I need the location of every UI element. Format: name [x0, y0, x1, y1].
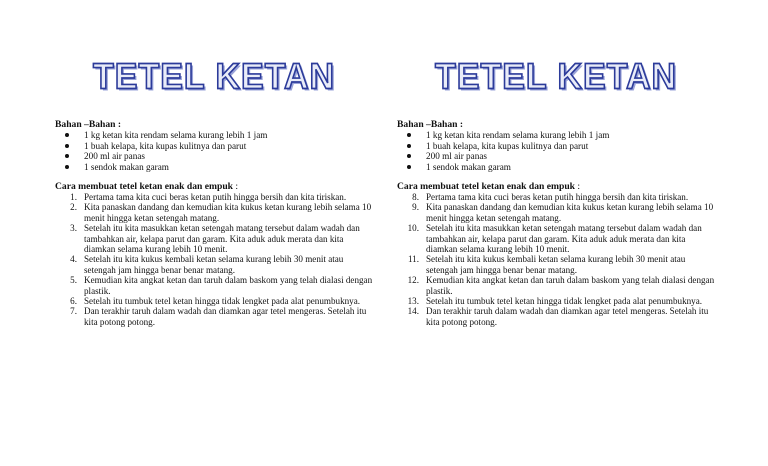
ingredients-heading: Bahan –Bahan :: [55, 119, 122, 130]
list-item: 7. Dan terakhir taruh dalam wadah dan diamkan agar tetel mengeras. Setelah itu kita potong potong.: [70, 306, 367, 327]
list-item: 200 ml air panas: [55, 151, 267, 162]
list-item: 1 kg ketan kita rendam selama kurang lebih 1 jam: [55, 130, 267, 141]
list-item: 1 sendok makan garam: [397, 162, 609, 173]
recipe-title: TETEL KETAN: [435, 57, 678, 97]
method-heading: Cara membuat tetel ketan enak dan empuk :: [397, 181, 581, 192]
list-item: 8. Pertama tama kita cuci beras ketan putih hingga bersih dan kita tiriskan.: [412, 192, 689, 202]
list-item: 3. Setelah itu kita masukkan ketan setengah matang tersebut dalam wadah dan tambahkan air, kelapa parut dan garam. Kita aduk aduk merata dan kita diamkan selama kurang lebih 10 menit.: [70, 223, 360, 255]
recipe-title: TETEL KETAN: [93, 57, 336, 97]
list-item: 1 sendok makan garam: [55, 162, 267, 173]
list-item: 13. Setelah itu tumbuk tetel ketan hingga tidak lengket pada alat penumbuknya.: [407, 296, 703, 307]
bullet-icon: [65, 165, 69, 169]
ingredients-heading: Bahan –Bahan :: [397, 119, 464, 130]
list-item: 6. Setelah itu tumbuk tetel ketan hingga tidak lengket pada alat penumbuknya.: [70, 296, 361, 307]
bullet-icon: [65, 133, 69, 137]
list-item: 12. Kemudian kita angkat ketan dan taruh dalam baskom yang telah dialasi dengan plastik.: [407, 275, 715, 296]
list-item: 1. Pertama tama kita cuci beras ketan putih hingga bersih dan kita tiriskan.: [70, 192, 347, 202]
list-item: 1 kg ketan kita rendam selama kurang lebih 1 jam: [397, 130, 609, 141]
list-item: 10. Setelah itu kita masukkan ketan setengah matang tersebut dalam wadah dan tambahkan air, kelapa parut dan garam. Kita aduk aduk merata dan kita diamkan selama kurang lebih 10 menit.: [407, 223, 702, 255]
bullet-icon: [65, 154, 69, 158]
ingredients-list: [397, 130, 609, 172]
list-item: 200 ml air panas: [397, 151, 609, 162]
list-item: 2. Kita panaskan dandang dan kemudian kita kukus ketan kurang lebih selama 10 menit hingga ketan setengah matang.: [70, 202, 372, 223]
ingredients-list: [55, 130, 267, 172]
list-item: 5. Kemudian kita angkat ketan dan taruh dalam baskom yang telah dialasi dengan plastik.: [70, 275, 373, 296]
method-steps: [397, 192, 715, 327]
bullet-icon: [407, 165, 411, 169]
bullet-icon: [65, 144, 69, 148]
list-item: 14. Dan terakhir taruh dalam wadah dan diamkan agar tetel mengeras. Setelah itu kita potong potong.: [407, 306, 709, 327]
list-item: 1 buah kelapa, kita kupas kulitnya dan parut: [397, 141, 609, 152]
list-item: 4. Setelah itu kita kukus kembali ketan selama kurang lebih 30 menit atau setengah jam hingga benar benar matang.: [70, 254, 344, 275]
list-item: 9. Kita panaskan dandang dan kemudian kita kukus ketan kurang lebih selama 10 menit hingga ketan setengah matang.: [412, 202, 714, 223]
bullet-icon: [407, 154, 411, 158]
method-steps: [55, 192, 373, 327]
method-heading: Cara membuat tetel ketan enak dan empuk :: [55, 181, 239, 192]
list-item: 1 buah kelapa, kita kupas kulitnya dan parut: [55, 141, 267, 152]
bullet-icon: [407, 144, 411, 148]
list-item: 11. Setelah itu kita kukus kembali ketan selama kurang lebih 30 menit atau setengah jam hingga benar benar matang.: [407, 254, 686, 275]
bullet-icon: [407, 133, 411, 137]
